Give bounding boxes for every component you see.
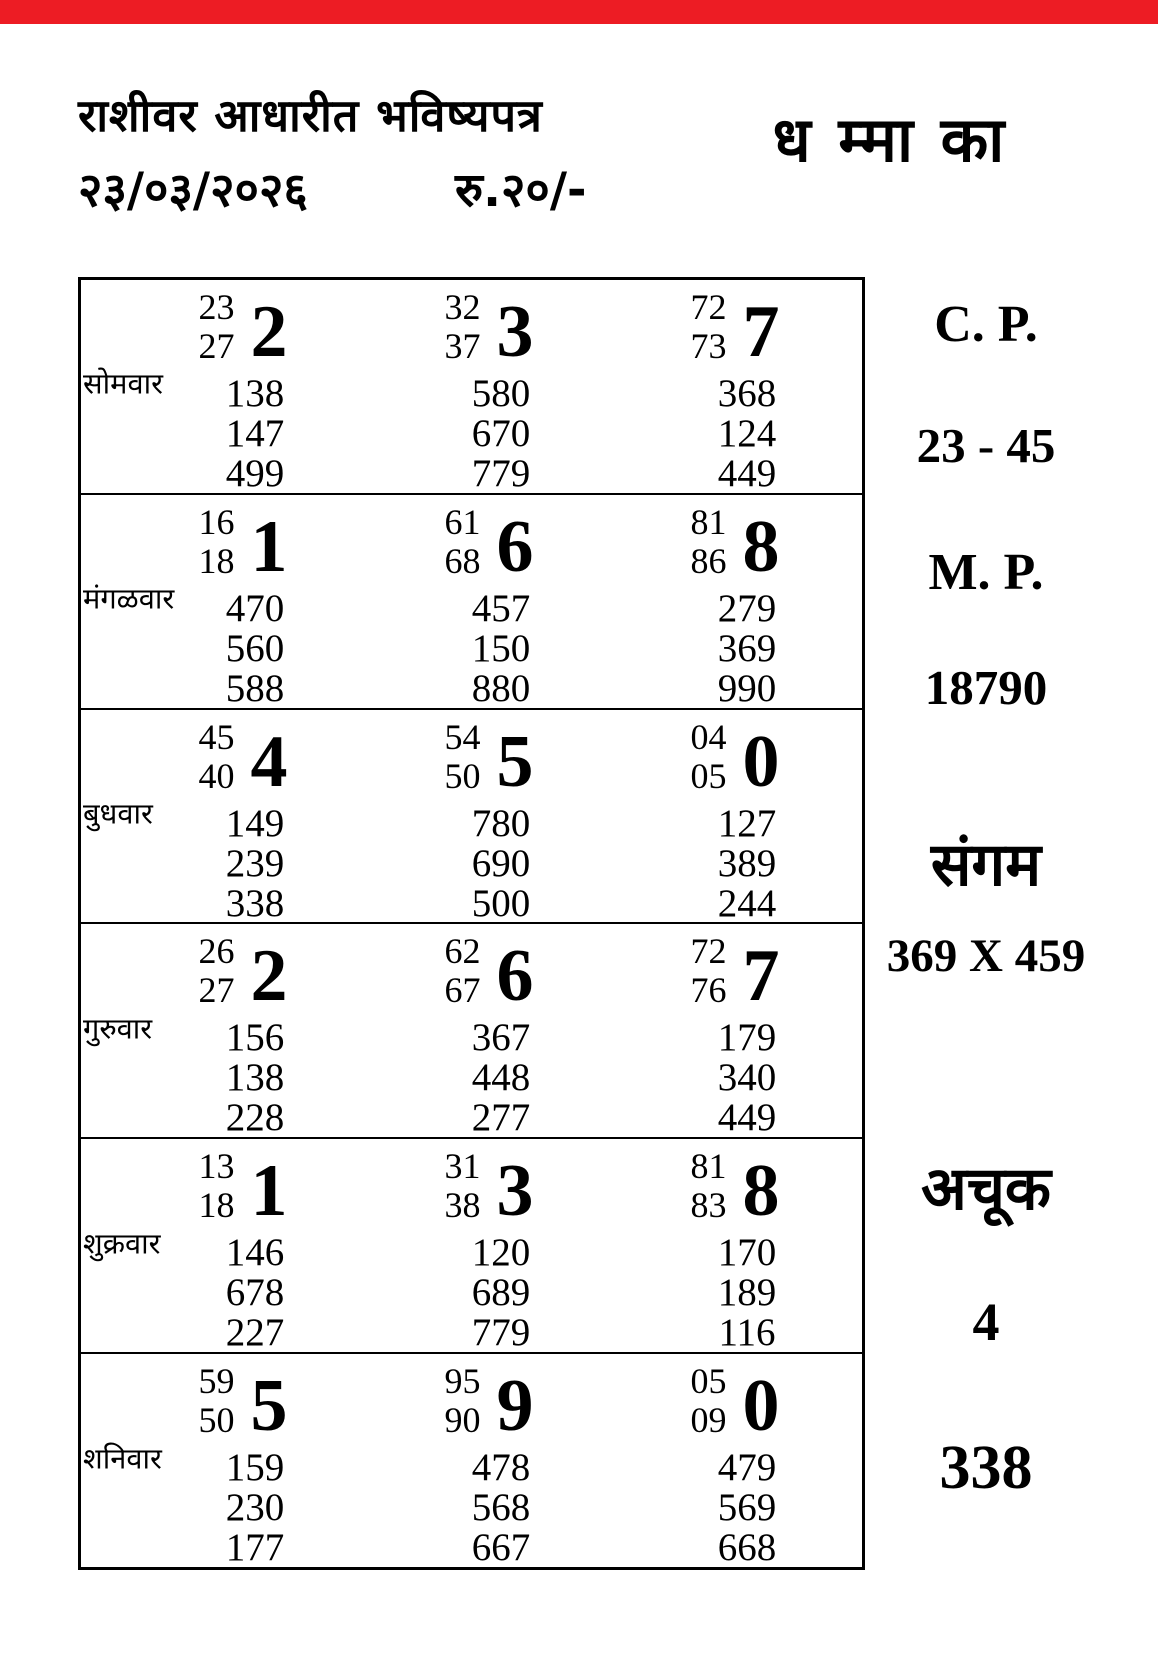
big-digit: 5 bbox=[496, 720, 534, 803]
number-cell bbox=[169, 716, 341, 924]
panna-number: 667 bbox=[471, 1526, 531, 1570]
panna-number: 138 bbox=[225, 372, 285, 415]
panna-number: 449 bbox=[717, 1096, 777, 1140]
panna-number: 880 bbox=[471, 666, 531, 710]
big-digit: 6 bbox=[496, 505, 534, 588]
number-cell bbox=[169, 930, 341, 1138]
panna-number: 588 bbox=[225, 666, 285, 710]
big-digit: 2 bbox=[250, 291, 288, 373]
panna-number: 569 bbox=[717, 1486, 777, 1530]
panna-number: 149 bbox=[225, 801, 285, 845]
pair-number: 31 bbox=[444, 1146, 481, 1187]
pair-number: 40 bbox=[198, 755, 235, 796]
panna-number: 228 bbox=[225, 1096, 285, 1140]
panna-number: 780 bbox=[471, 801, 531, 845]
number-cell bbox=[415, 286, 587, 494]
panna-number: 279 bbox=[717, 586, 777, 630]
pair-number: 50 bbox=[444, 755, 481, 796]
number-cell bbox=[169, 286, 341, 494]
pair-number: 81 bbox=[690, 1146, 727, 1187]
pair-number: 81 bbox=[690, 501, 727, 542]
pair-number: 86 bbox=[690, 540, 727, 581]
panna-number: 340 bbox=[717, 1056, 777, 1100]
pair-number: 72 bbox=[690, 287, 727, 327]
cp-value: 23 - 45 bbox=[916, 418, 1056, 473]
number-cell bbox=[415, 930, 587, 1138]
panna-number: 389 bbox=[717, 841, 777, 885]
panna-number: 580 bbox=[471, 372, 531, 415]
brand-logo-text: ध म्मा का bbox=[772, 103, 1008, 176]
big-digit: 0 bbox=[742, 1365, 780, 1448]
pair-number: 18 bbox=[198, 540, 235, 581]
panna-number: 779 bbox=[471, 452, 531, 495]
panna-number: 689 bbox=[471, 1271, 531, 1315]
pair-number: 16 bbox=[198, 501, 235, 542]
panna-number: 147 bbox=[225, 412, 285, 455]
pair-number: 72 bbox=[690, 931, 727, 972]
pair-number: 18 bbox=[198, 1185, 235, 1226]
pair-number: 59 bbox=[198, 1361, 235, 1402]
pair-number: 90 bbox=[444, 1400, 481, 1441]
panna-number: 779 bbox=[471, 1311, 531, 1355]
mp-value: 18790 bbox=[924, 660, 1048, 715]
big-digit: 2 bbox=[250, 935, 288, 1018]
panna-number: 170 bbox=[717, 1231, 777, 1275]
table-row-saturday bbox=[81, 1352, 862, 1570]
panna-number: 470 bbox=[225, 586, 285, 630]
big-digit: 9 bbox=[496, 1365, 534, 1448]
panna-number: 127 bbox=[717, 801, 777, 845]
panna-number: 116 bbox=[718, 1311, 776, 1355]
cp-label: C. P. bbox=[934, 296, 1038, 353]
panna-number: 668 bbox=[717, 1526, 777, 1570]
pair-number: 13 bbox=[198, 1146, 235, 1187]
table-row-friday bbox=[81, 1137, 862, 1355]
day-label: बुधवार bbox=[83, 796, 153, 831]
big-digit: 7 bbox=[742, 935, 780, 1018]
page-title: राशीवर आधारीत भविष्यपत्र bbox=[78, 89, 543, 142]
panna-number: 368 bbox=[717, 372, 777, 415]
sangam-label: संगम bbox=[930, 830, 1042, 900]
panna-number: 500 bbox=[471, 881, 531, 925]
pair-number: 50 bbox=[198, 1400, 235, 1441]
pair-number: 04 bbox=[690, 716, 727, 757]
number-cell bbox=[661, 501, 833, 709]
day-label: शुक्रवार bbox=[83, 1226, 161, 1261]
right-sidebar bbox=[863, 277, 1109, 1570]
panna-number: 338 bbox=[225, 881, 285, 925]
number-cell bbox=[661, 930, 833, 1138]
number-cell bbox=[415, 501, 587, 709]
pair-number: 32 bbox=[444, 287, 481, 327]
panna-number: 159 bbox=[225, 1446, 285, 1490]
issue-date: २३/०३/२०२६ bbox=[78, 163, 308, 218]
achuk-value: 4 bbox=[972, 1292, 1000, 1352]
panna-number: 230 bbox=[225, 1486, 285, 1530]
big-digit: 6 bbox=[496, 935, 534, 1018]
pair-number: 37 bbox=[444, 326, 481, 366]
achuk-label: अचूक bbox=[920, 1154, 1052, 1224]
top-red-banner bbox=[0, 0, 1158, 24]
number-cell bbox=[661, 286, 833, 494]
panna-number: 189 bbox=[717, 1271, 777, 1315]
number-cell bbox=[169, 501, 341, 709]
number-cell bbox=[661, 716, 833, 924]
pair-number: 76 bbox=[690, 970, 727, 1011]
panna-number: 478 bbox=[471, 1446, 531, 1490]
panna-number: 179 bbox=[717, 1016, 777, 1060]
big-digit: 5 bbox=[250, 1365, 288, 1448]
panna-number: 690 bbox=[471, 841, 531, 885]
big-digit: 4 bbox=[250, 720, 288, 803]
big-digit: 3 bbox=[496, 1150, 534, 1233]
pair-number: 23 bbox=[198, 287, 235, 327]
panna-number: 479 bbox=[717, 1446, 777, 1490]
big-digit: 8 bbox=[742, 1150, 780, 1233]
sangam-value: 369 X 459 bbox=[886, 930, 1086, 982]
pair-number: 61 bbox=[444, 501, 481, 542]
number-cell bbox=[169, 1360, 341, 1568]
panna-number: 670 bbox=[471, 412, 531, 455]
number-cell bbox=[415, 716, 587, 924]
big-digit: 1 bbox=[250, 505, 288, 588]
number-cell bbox=[661, 1360, 833, 1568]
panna-number: 678 bbox=[225, 1271, 285, 1315]
panna-number: 156 bbox=[225, 1016, 285, 1060]
pair-number: 68 bbox=[444, 540, 481, 581]
big-digit: 7 bbox=[742, 291, 780, 373]
pair-number: 27 bbox=[198, 970, 235, 1011]
big-digit: 0 bbox=[742, 720, 780, 803]
panna-number: 138 bbox=[225, 1056, 285, 1100]
panna-number: 244 bbox=[717, 881, 777, 925]
number-cell bbox=[661, 1145, 833, 1353]
pair-number: 83 bbox=[690, 1185, 727, 1226]
number-cell bbox=[169, 1145, 341, 1353]
big-digit: 3 bbox=[496, 291, 534, 373]
table-row-wednesday bbox=[81, 708, 862, 923]
panna-number: 227 bbox=[225, 1311, 285, 1355]
pair-number: 26 bbox=[198, 931, 235, 972]
panna-number: 239 bbox=[225, 841, 285, 885]
pair-number: 05 bbox=[690, 755, 727, 796]
number-cell bbox=[415, 1360, 587, 1568]
pair-number: 62 bbox=[444, 931, 481, 972]
panna-number: 146 bbox=[225, 1231, 285, 1275]
pair-number: 54 bbox=[444, 716, 481, 757]
mp-label: M. P. bbox=[928, 544, 1044, 601]
panna-number: 990 bbox=[717, 666, 777, 710]
table-row-tuesday bbox=[81, 493, 862, 708]
day-label: गुरुवार bbox=[83, 1011, 153, 1046]
table-row-thursday bbox=[81, 922, 862, 1140]
panna-number: 499 bbox=[225, 452, 285, 495]
panna-number: 448 bbox=[471, 1056, 531, 1100]
panna-number: 449 bbox=[717, 452, 777, 495]
big-digit: 8 bbox=[742, 505, 780, 588]
price: रु.२०/- bbox=[455, 163, 587, 218]
forecast-table bbox=[78, 277, 865, 1570]
big-digit: 1 bbox=[250, 1150, 288, 1233]
table-row-monday bbox=[81, 280, 862, 493]
pair-number: 95 bbox=[444, 1361, 481, 1402]
pair-number: 05 bbox=[690, 1361, 727, 1402]
pair-number: 67 bbox=[444, 970, 481, 1011]
panna-number: 150 bbox=[471, 626, 531, 670]
panna-number: 124 bbox=[717, 412, 777, 455]
panna-number: 457 bbox=[471, 586, 531, 630]
panna-number: 120 bbox=[471, 1231, 531, 1275]
number-cell bbox=[415, 1145, 587, 1353]
panna-number: 367 bbox=[471, 1016, 531, 1060]
day-label: मंगळवार bbox=[83, 581, 175, 616]
pair-number: 45 bbox=[198, 716, 235, 757]
pair-number: 38 bbox=[444, 1185, 481, 1226]
panna-number: 369 bbox=[717, 626, 777, 670]
day-label: शनिवार bbox=[83, 1441, 162, 1476]
panna-number: 568 bbox=[471, 1486, 531, 1530]
final-value: 338 bbox=[939, 1434, 1033, 1502]
panna-number: 177 bbox=[225, 1526, 285, 1570]
panna-number: 560 bbox=[225, 626, 285, 670]
pair-number: 09 bbox=[690, 1400, 727, 1441]
pair-number: 27 bbox=[198, 326, 235, 366]
day-label: सोमवार bbox=[83, 367, 163, 402]
pair-number: 73 bbox=[690, 326, 727, 366]
panna-number: 277 bbox=[471, 1096, 531, 1140]
